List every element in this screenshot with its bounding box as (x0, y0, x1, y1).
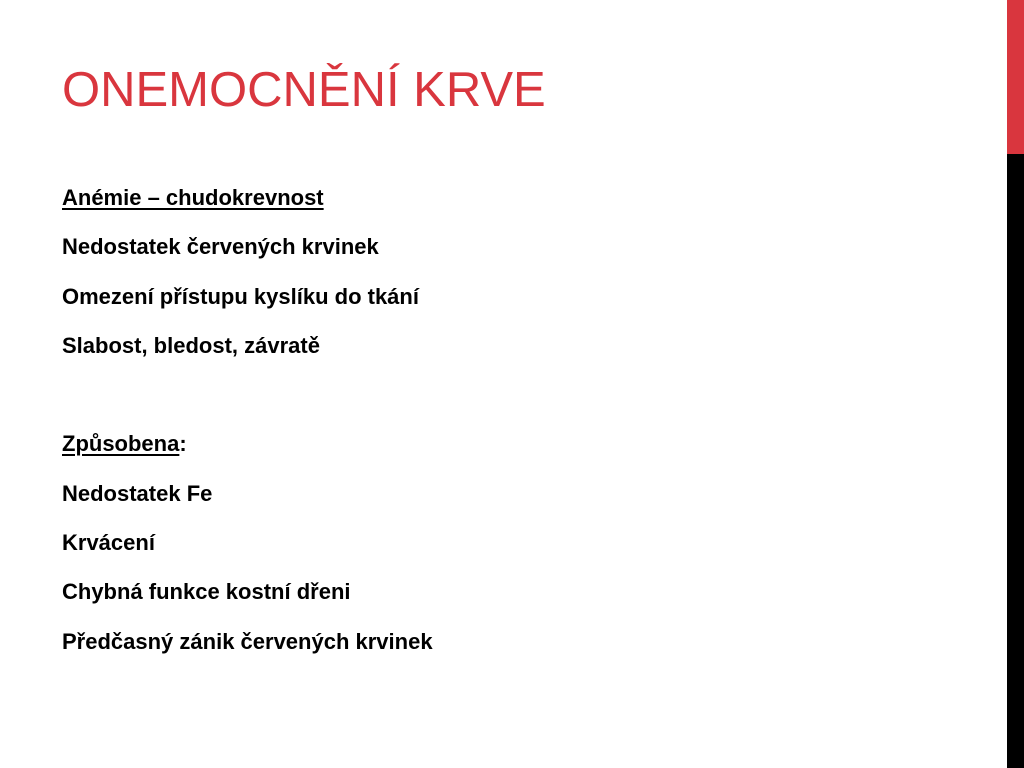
list-item: Chybná funkce kostní dřeni (62, 579, 351, 605)
list-item: Omezení přístupu kyslíku do tkání (62, 283, 419, 309)
slide-title: ONEMOCNĚNÍ KRVE (62, 63, 546, 117)
section-heading-causes-colon: : (179, 431, 187, 457)
side-accent-bar-black (1007, 154, 1024, 768)
section-heading-causes-text: Způsobena (62, 431, 180, 457)
list-item: Nedostatek červených krvinek (62, 234, 379, 260)
list-item: Předčasný zánik červených krvinek (62, 628, 433, 654)
blank-line (62, 379, 962, 428)
list-item: Nedostatek Fe (62, 480, 213, 506)
side-accent-bar-red (1007, 0, 1024, 154)
section-heading-causes (62, 428, 962, 477)
slide-body (62, 182, 962, 675)
section-heading-anemia-text: Anémie – chudokrevnost (62, 185, 324, 210)
list-item: Krvácení (62, 530, 155, 556)
list-item: Slabost, bledost, závratě (62, 332, 320, 358)
section-heading-anemia (62, 182, 962, 231)
